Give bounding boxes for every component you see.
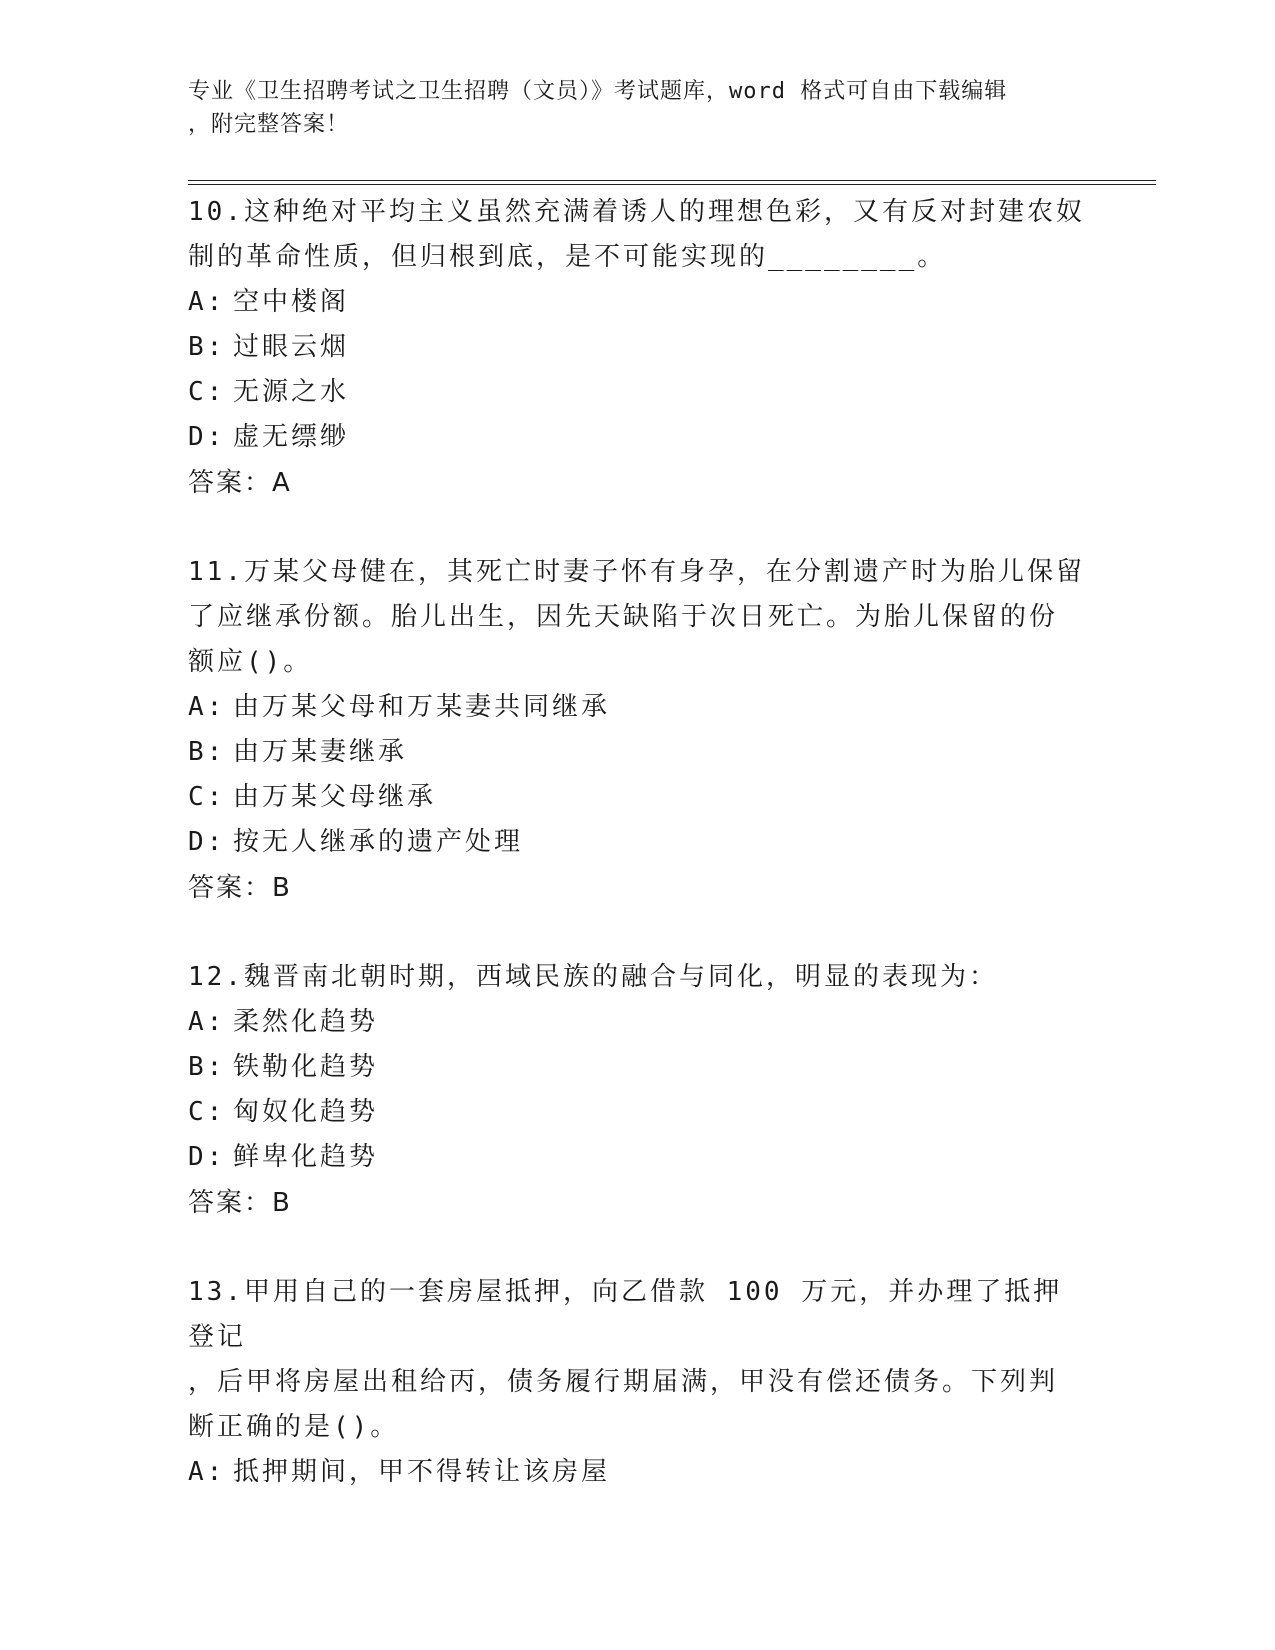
option-a xyxy=(188,280,1088,325)
document-header xyxy=(188,75,1068,141)
stem-line: 12.魏晋南北朝时期，西域民族的融合与同化，明显的表现为： xyxy=(188,962,998,992)
option-letter: B: xyxy=(188,1052,226,1082)
question-stem xyxy=(188,190,1088,280)
option-letter: A: xyxy=(188,1007,226,1037)
header-line-2: ，附完整答案！ xyxy=(188,112,350,137)
option-a xyxy=(188,1450,1088,1495)
question-stem xyxy=(188,1270,1088,1450)
header-line-1: 专业《卫生招聘考试之卫生招聘（文员）》考试题库，word 格式可自由下载编辑 xyxy=(188,79,1008,104)
option-text: 柔然化趋势 xyxy=(233,1007,379,1037)
stem-line: 了应继承份额。胎儿出生，因先天缺陷于次日死亡。为胎儿保留的份 xyxy=(188,602,1059,632)
option-text: 过眼云烟 xyxy=(233,332,350,362)
stem-line: ，后甲将房屋出租给丙，债务履行期届满，甲没有偿还债务。下列判 xyxy=(188,1367,1059,1397)
option-letter: A: xyxy=(188,692,226,722)
option-text: 无源之水 xyxy=(233,377,350,407)
option-letter: D: xyxy=(188,1142,226,1172)
option-letter: B: xyxy=(188,737,226,767)
option-text: 空中楼阁 xyxy=(233,287,350,317)
stem-line: 10.这种绝对平均主义虽然充满着诱人的理想色彩，又有反对封建农奴 xyxy=(188,197,1085,227)
question-12 xyxy=(188,955,1088,1226)
question-list xyxy=(188,190,1088,1539)
option-letter: D: xyxy=(188,827,226,857)
option-letter: C: xyxy=(188,377,226,407)
option-d xyxy=(188,1135,1088,1180)
header-double-rule xyxy=(188,180,1156,185)
option-c xyxy=(188,775,1088,820)
stem-line: 断正确的是()。 xyxy=(188,1412,400,1442)
option-text: 虚无缥缈 xyxy=(233,422,350,452)
option-c xyxy=(188,370,1088,415)
option-letter: A: xyxy=(188,287,226,317)
option-a xyxy=(188,1000,1088,1045)
stem-line: 11.万某父母健在，其死亡时妻子怀有身孕，在分割遗产时为胎儿保留 xyxy=(188,557,1085,587)
question-stem xyxy=(188,550,1088,685)
stem-line: 额应()。 xyxy=(188,647,313,677)
option-text: 由万某父母继承 xyxy=(233,782,437,812)
question-stem xyxy=(188,955,1088,1000)
option-text: 铁勒化趋势 xyxy=(233,1052,379,1082)
option-text: 由万某妻继承 xyxy=(233,737,408,767)
option-letter: B: xyxy=(188,332,226,362)
question-11 xyxy=(188,550,1088,911)
question-13 xyxy=(188,1270,1088,1495)
question-10 xyxy=(188,190,1088,506)
option-text: 按无人继承的遗产处理 xyxy=(233,827,524,857)
option-a xyxy=(188,685,1088,730)
stem-line: 制的革命性质，但归根到底，是不可能实现的________。 xyxy=(188,242,947,272)
option-d xyxy=(188,820,1088,865)
option-text: 鲜卑化趋势 xyxy=(233,1142,379,1172)
option-b xyxy=(188,325,1088,370)
option-b xyxy=(188,730,1088,775)
option-text: 由万某父母和万某妻共同继承 xyxy=(233,692,611,722)
option-letter: D: xyxy=(188,422,226,452)
answer-line: 答案：A xyxy=(188,468,292,498)
stem-line: 13.甲用自己的一套房屋抵押，向乙借款 100 万元，并办理了抵押登记 xyxy=(188,1277,1063,1352)
option-text: 匈奴化趋势 xyxy=(233,1097,379,1127)
answer-line: 答案：B xyxy=(188,1188,292,1218)
option-letter: A: xyxy=(188,1457,226,1487)
option-d xyxy=(188,415,1088,460)
option-c xyxy=(188,1090,1088,1135)
option-b xyxy=(188,1045,1088,1090)
option-text: 抵押期间，甲不得转让该房屋 xyxy=(233,1457,611,1487)
answer-line: 答案：B xyxy=(188,873,292,903)
option-letter: C: xyxy=(188,782,226,812)
option-letter: C: xyxy=(188,1097,226,1127)
